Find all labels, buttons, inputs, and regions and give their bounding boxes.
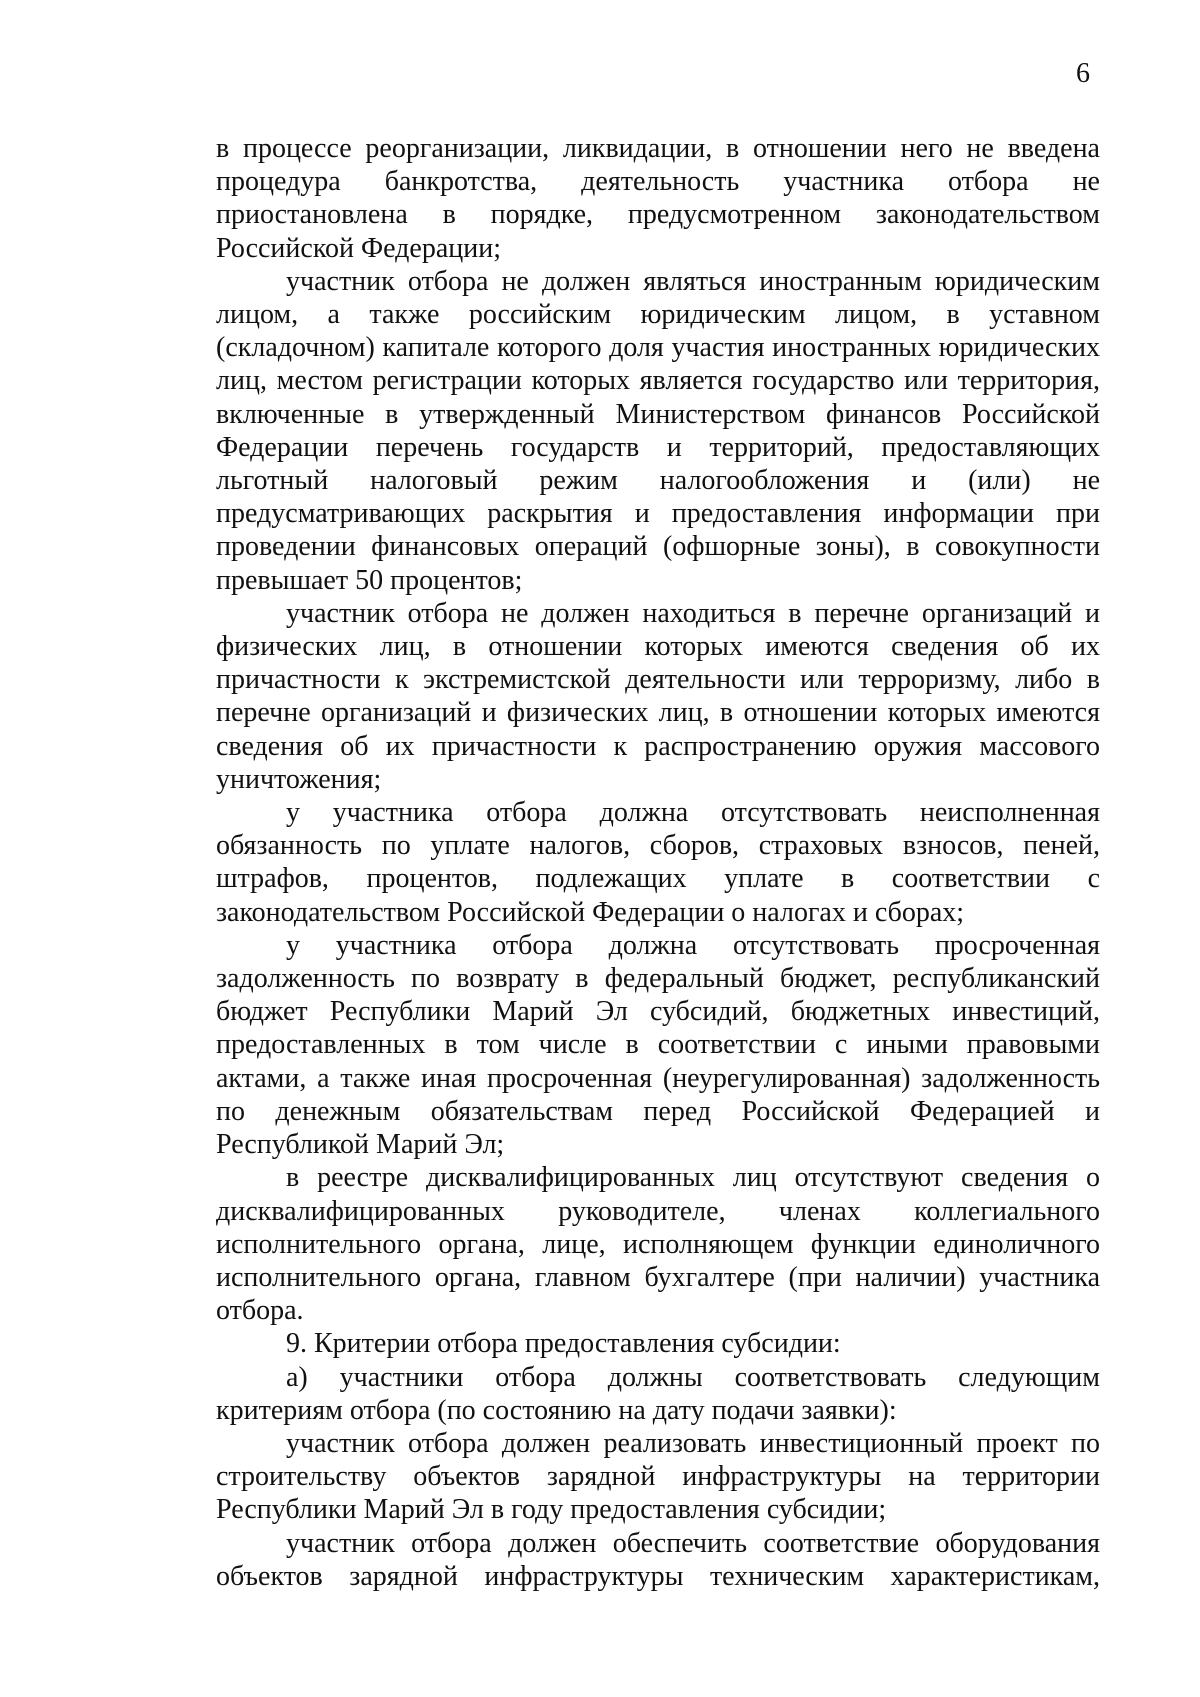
- paragraph-bankruptcy-condition: в процессе реорганизации, ликвидации, в отношении него не введена процедура банкротства, деятельность участника отбора не приостановлена в порядке, предусмотренном законодательством Российской Федерации;: [216, 133, 1100, 264]
- paragraph-criteria-a: а) участники отбора должны соответствовать следующим критериям отбора (по состоянию на дату подачи заявки):: [216, 1361, 1100, 1426]
- paragraph-investment-project-criterion: участник отбора должен реализовать инвестиционный проект по строительству объектов зарядной инфраструктуры на территории Республики Марий Эл в году предоставления субсидии;: [216, 1427, 1100, 1526]
- paragraph-foreign-entity-condition: участник отбора не должен являться иностранным юридическим лицом, а также российским юридическим лицом, в уставном (складочном) капитале которого доля участия иностранных юридических лиц, местом регистрации которых является государство или территория, включенные в утвержденный Министерством финансов Российской Федерации перечень государств и территорий, предоставляющих льготный налоговый режим налогообложения и (или) не предусматривающих раскрытия и предоставления информации при проведении финансовых операций (офшорные зоны), в совокупности превышает 50 процентов;: [216, 265, 1100, 596]
- paragraph-equipment-compliance-criterion: участник отбора должен обеспечить соответствие оборудования объектов зарядной инфраструктуры техническим характеристикам,: [216, 1527, 1100, 1592]
- page-number: 6: [1076, 58, 1090, 89]
- paragraph-extremism-list-condition: участник отбора не должен находиться в перечне организаций и физических лиц, в отношении которых имеются сведения об их причастности к экстремистской деятельности или терроризму, либо в перечне организаций и физических лиц, в отношении которых имеются сведения об их причастности к распространению оружия массового уничтожения;: [216, 597, 1100, 795]
- paragraph-tax-obligation-condition: у участника отбора должна отсутствовать неисполненная обязанность по уплате налогов, сборов, страховых взносов, пеней, штрафов, процентов, подлежащих уплате в соответствии с законодательством Российской Федерации о налогах и сборах;: [216, 797, 1100, 928]
- paragraph-disqualified-persons-condition: в реестре дисквалифицированных лиц отсутствуют сведения о дисквалифицированных руководителе, членах коллегиального исполнительного органа, лице, исполняющем функции единоличного исполнительного органа, главном бухгалтере (при наличии) участника отбора.: [216, 1162, 1100, 1327]
- document-body: [216, 132, 1100, 1593]
- paragraph-selection-criteria-heading: 9. Критерии отбора предоставления субсидии:: [286, 1328, 841, 1360]
- paragraph-overdue-debt-condition: у участника отбора должна отсутствовать просроченная задолженность по возврату в федеральный бюджет, республиканский бюджет Республики Марий Эл субсидий, бюджетных инвестиций, предоставленных в том числе в соответствии с иными правовыми актами, а также иная просроченная (неурегулированная) задолженность по денежным обязательствам перед Российской Федерацией и Республикой Марий Эл;: [216, 929, 1100, 1161]
